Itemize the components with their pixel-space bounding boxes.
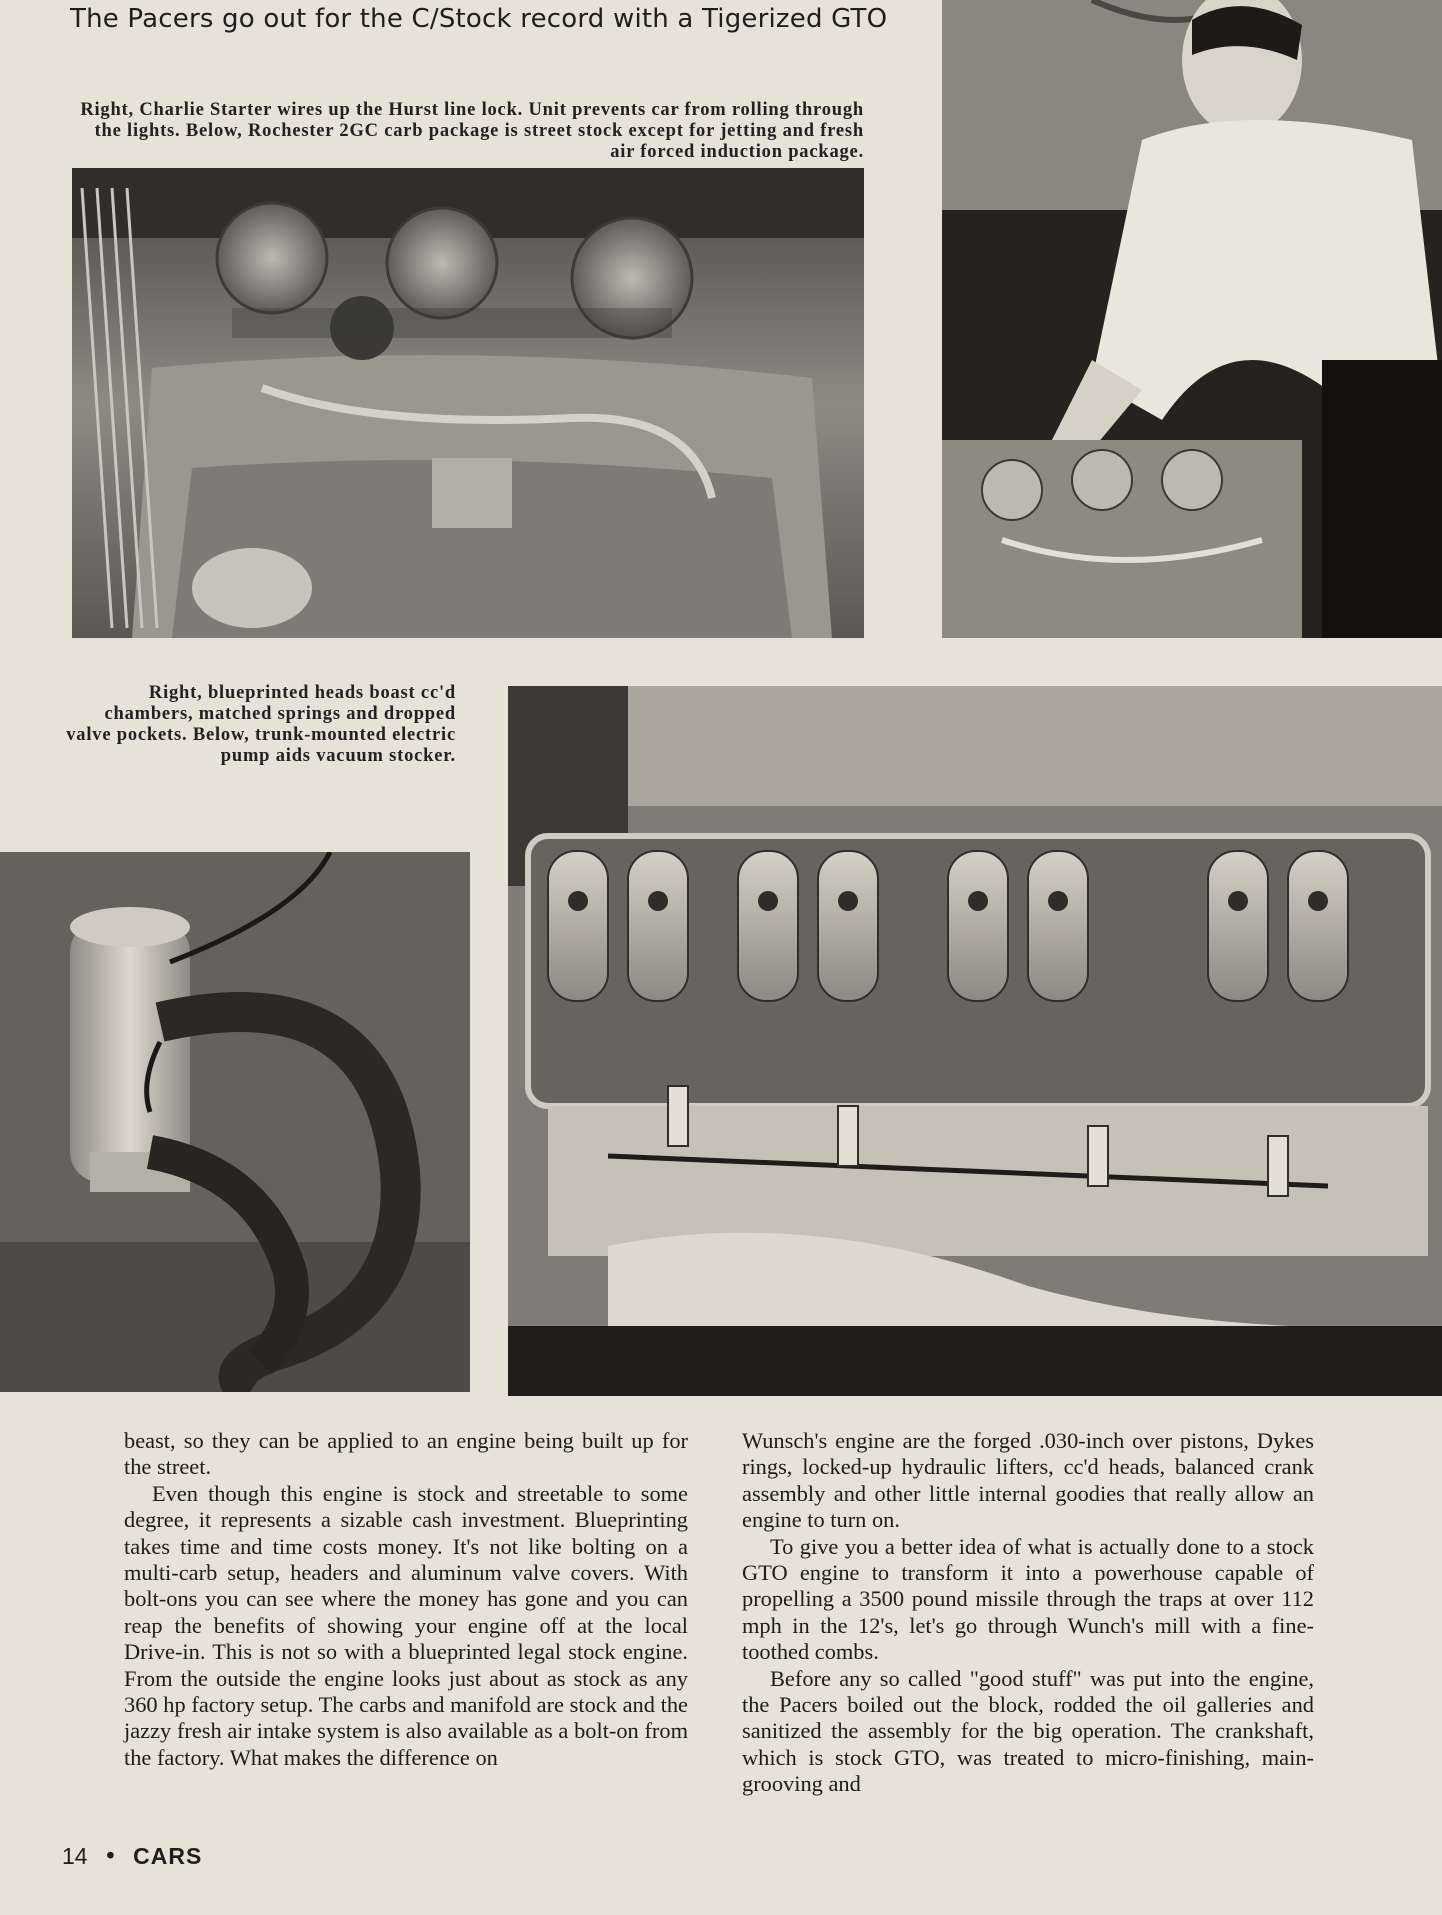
paragraph: To give you a better idea of what is actually done to a stock GTO engine to transform it into a powerhouse capable of propelling a 3500 pound missile through the traps at over 112 mph in the 12's, let's go through Wunch's mill with a fine-toothed combs. <box>742 1533 1314 1665</box>
page-footer <box>62 1843 202 1870</box>
caption-middle: Right, blueprinted heads boast cc'd chambers, matched springs and dropped valve pockets. Below, trunk-mounted electric pump aids vacuum stocker. <box>66 683 456 766</box>
magazine-name: CARS <box>133 1843 203 1869</box>
page-number: 14 <box>62 1843 88 1869</box>
body-column-right <box>742 1428 1314 1798</box>
body-column-left <box>124 1428 688 1771</box>
fuel-pump-photo <box>0 852 470 1392</box>
mechanic-photo <box>942 0 1442 638</box>
bullet-separator: • <box>103 1844 118 1870</box>
paragraph: beast, so they can be applied to an engine being built up for the street. <box>124 1428 688 1480</box>
paragraph: Before any so called "good stuff" was put into the engine, the Pacers boiled out the block, rodded the oil galleries and sanitized the assembly for the big operation. The crankshaft, which is stock GTO, was treated to micro-finishing, main-grooving and <box>742 1665 1314 1797</box>
paragraph: Wunsch's engine are the forged .030-inch over pistons, Dykes rings, locked-up hydraulic lifters, cc'd heads, balanced crank assembly and other little internal goodies that really allow an engine to turn on. <box>742 1428 1314 1533</box>
caption-top: Right, Charlie Starter wires up the Hurst line lock. Unit prevents car from rolling through the lights. Below, Rochester 2GC carb package is street stock except for jetting and fresh air forced induction package. <box>80 100 864 162</box>
cylinder-heads-photo <box>508 686 1442 1396</box>
paragraph: Even though this engine is stock and streetable to some degree, it represents a sizable cash investment. Blueprinting takes time and time costs money. It's not like bolting on a multi-carb setup, headers and aluminum valve covers. With bolt-ons you can see where the money has gone and you can reap the benefits of showing your engine off at the local Drive-in. This is not so with a blueprinted legal stock engine. From the outside the engine looks just about as stock as any 360 hp factory setup. The carbs and manifold are stock and the jazzy fresh air intake system is also available as a bolt-on from the factory. What makes the difference on <box>124 1480 688 1770</box>
page-headline: The Pacers go out for the C/Stock record with a Tigerized GTO <box>70 4 888 34</box>
carburetor-engine-photo <box>72 168 864 638</box>
